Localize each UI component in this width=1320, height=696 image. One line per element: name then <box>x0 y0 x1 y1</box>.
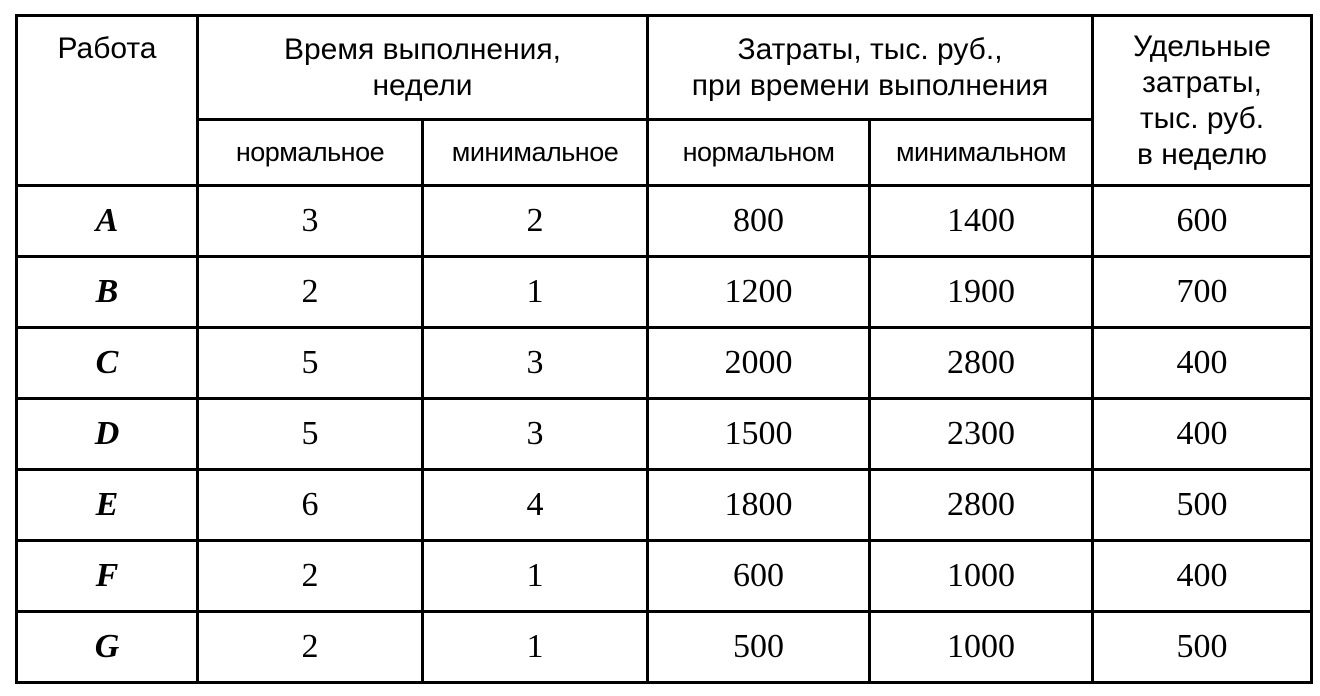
unit-cost-cell: 500 <box>1093 470 1312 541</box>
time-min-cell: 4 <box>423 470 648 541</box>
header-cost-min: минимальном <box>870 120 1093 186</box>
time-min-cell: 3 <box>423 399 648 470</box>
table-row <box>17 541 1312 612</box>
table-row <box>17 612 1312 683</box>
cost-normal-cell: 2000 <box>648 328 870 399</box>
work-cost-table <box>15 14 1313 684</box>
unit-cost-cell: 400 <box>1093 328 1312 399</box>
work-name-cell: B <box>17 257 198 328</box>
work-name-cell: D <box>17 399 198 470</box>
cost-min-cell: 1900 <box>870 257 1093 328</box>
time-min-cell: 2 <box>423 186 648 257</box>
unit-cost-cell: 500 <box>1093 612 1312 683</box>
work-name-cell: G <box>17 612 198 683</box>
header-time-min: минимальное <box>423 120 648 186</box>
cost-normal-cell: 1500 <box>648 399 870 470</box>
cost-min-cell: 2300 <box>870 399 1093 470</box>
cost-min-cell: 2800 <box>870 470 1093 541</box>
cost-normal-cell: 500 <box>648 612 870 683</box>
time-normal-cell: 5 <box>198 399 423 470</box>
time-normal-cell: 2 <box>198 612 423 683</box>
header-unit-cost-line-1: Удельные <box>1133 29 1271 63</box>
header-cost-normal: нормальном <box>648 120 870 186</box>
header-unit-cost-line-4: в неделю <box>1136 137 1268 171</box>
time-min-cell: 3 <box>423 328 648 399</box>
table-row <box>17 399 1312 470</box>
unit-cost-cell: 700 <box>1093 257 1312 328</box>
time-min-cell: 1 <box>423 541 648 612</box>
cost-normal-cell: 800 <box>648 186 870 257</box>
unit-cost-cell: 400 <box>1093 399 1312 470</box>
cost-min-cell: 2800 <box>870 328 1093 399</box>
table-row <box>17 328 1312 399</box>
header-cost-group <box>648 16 1093 120</box>
header-unit-cost-line-2: затраты, <box>1142 65 1262 99</box>
cost-normal-cell: 1200 <box>648 257 870 328</box>
time-min-cell: 1 <box>423 612 648 683</box>
work-name-cell: C <box>17 328 198 399</box>
header-work: Работа <box>17 16 198 186</box>
time-min-cell: 1 <box>423 257 648 328</box>
unit-cost-cell: 400 <box>1093 541 1312 612</box>
cost-min-cell: 1000 <box>870 612 1093 683</box>
header-time-normal: нормальное <box>198 120 423 186</box>
cost-min-cell: 1400 <box>870 186 1093 257</box>
cost-normal-cell: 1800 <box>648 470 870 541</box>
unit-cost-cell: 600 <box>1093 186 1312 257</box>
time-normal-cell: 2 <box>198 257 423 328</box>
work-name-cell: F <box>17 541 198 612</box>
cost-normal-cell: 600 <box>648 541 870 612</box>
time-normal-cell: 6 <box>198 470 423 541</box>
time-normal-cell: 3 <box>198 186 423 257</box>
header-time-group-line-2: недели <box>372 68 473 102</box>
header-time-group-line-1: Время выполнения, <box>283 32 562 66</box>
header-unit-cost-line-3: тыс. руб. <box>1139 101 1265 135</box>
time-normal-cell: 2 <box>198 541 423 612</box>
time-normal-cell: 5 <box>198 328 423 399</box>
work-name-cell: E <box>17 470 198 541</box>
cost-min-cell: 1000 <box>870 541 1093 612</box>
table-row <box>17 470 1312 541</box>
work-name-cell: A <box>17 186 198 257</box>
header-cost-group-line-2: при времени выполнения <box>691 68 1049 102</box>
header-time-group <box>198 16 648 120</box>
header-cost-group-line-1: Затраты, тыс. руб., <box>737 32 1003 66</box>
header-unit-cost <box>1093 16 1312 186</box>
table-row <box>17 186 1312 257</box>
table-row <box>17 257 1312 328</box>
header-row-1 <box>17 16 1312 120</box>
